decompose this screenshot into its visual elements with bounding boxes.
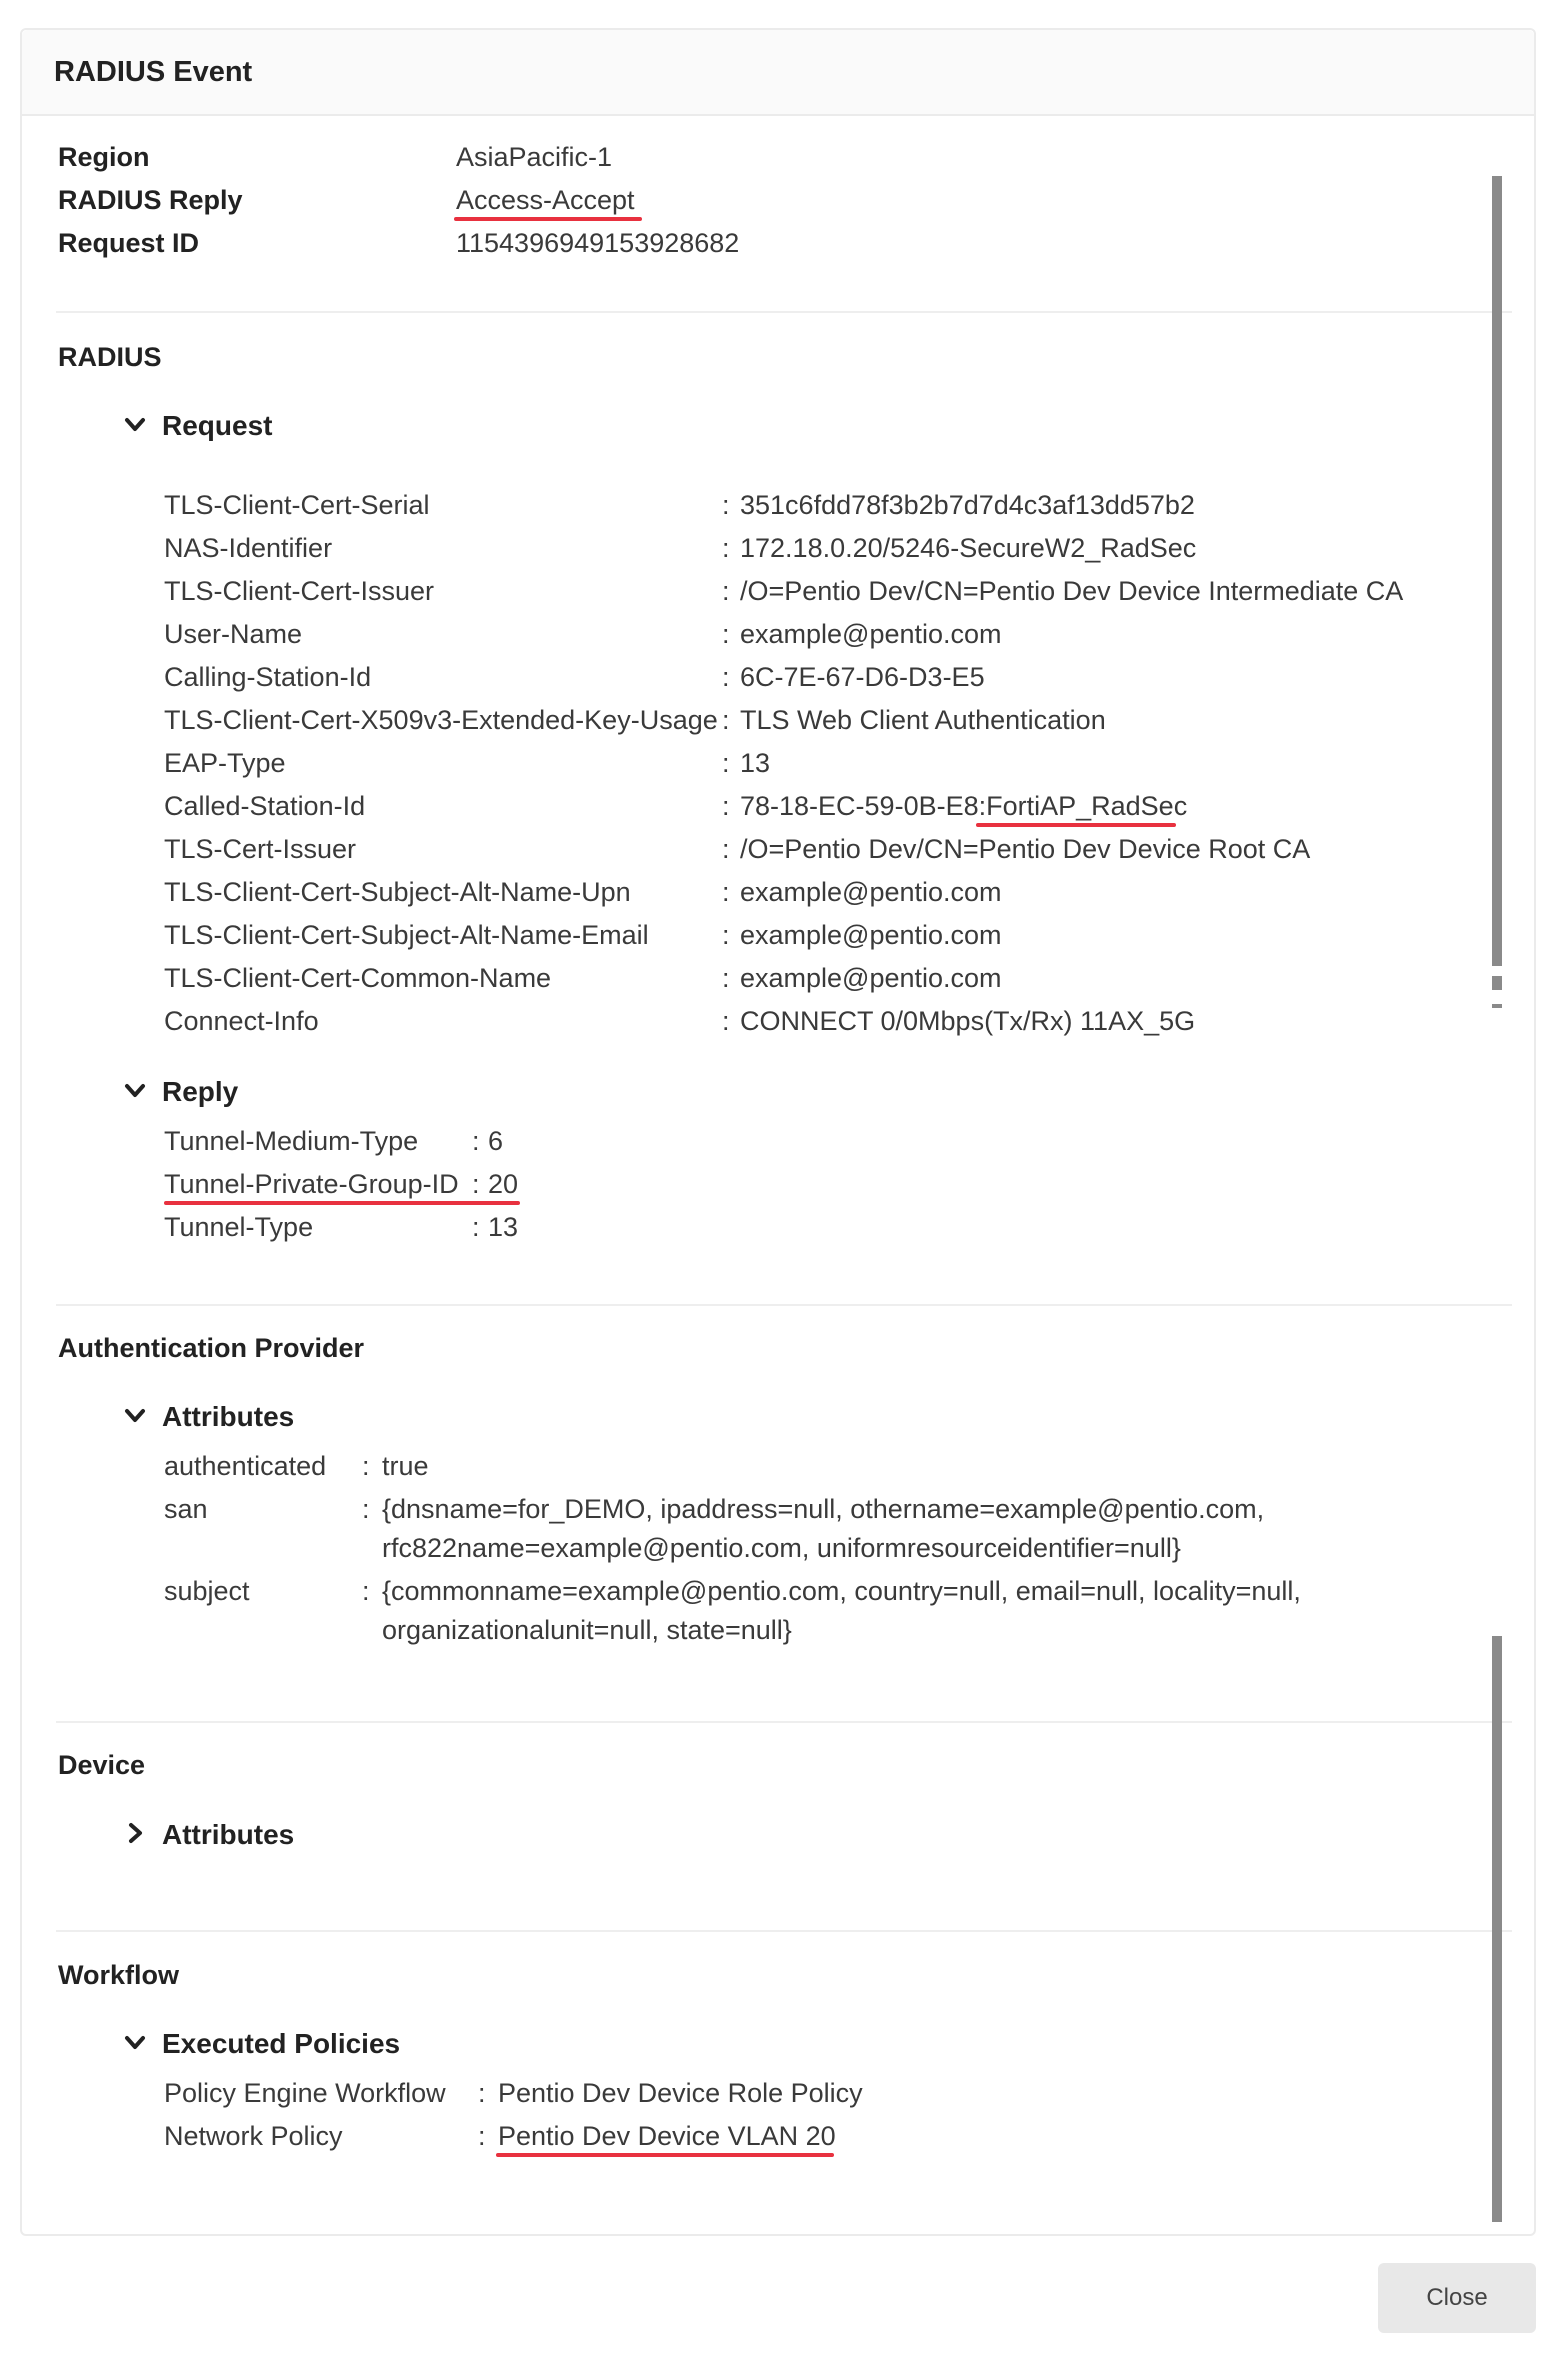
- divider: [56, 1721, 1512, 1723]
- request-key: EAP-Type: [164, 748, 286, 778]
- request-id-label: Request ID: [58, 228, 200, 258]
- auth-attr-value: true: [382, 1451, 429, 1481]
- request-separator: :: [722, 877, 730, 907]
- request-separator: :: [722, 619, 730, 649]
- modal-header: [22, 30, 1534, 116]
- divider: [56, 311, 1512, 313]
- device-section-title: Device: [58, 1750, 146, 1780]
- workflow-section-title: Workflow: [58, 1960, 179, 1990]
- highlight-underline: [164, 1201, 520, 1205]
- auth-attr-separator: :: [362, 1494, 370, 1524]
- request-separator: :: [722, 791, 730, 821]
- request-key: Calling-Station-Id: [164, 662, 372, 692]
- request-separator: :: [722, 834, 730, 864]
- modal-body[interactable]: [22, 116, 1534, 2234]
- reply-key: Tunnel-Medium-Type: [164, 1126, 419, 1156]
- chevron-down-icon[interactable]: [124, 1405, 146, 1427]
- scrollbar-thumb[interactable]: [1492, 176, 1502, 966]
- request-key: TLS-Client-Cert-Subject-Alt-Name-Upn: [164, 877, 631, 907]
- request-key: TLS-Client-Cert-Serial: [164, 490, 430, 520]
- request-key: TLS-Client-Cert-Issuer: [164, 576, 435, 606]
- radius-section-title: RADIUS: [58, 342, 162, 372]
- auth-attr-value: {dnsname=for_DEMO, ipaddress=null, othername=example@pentio.com, rfc822name=example@pentio.com, uniformresourceidentifier=null}: [382, 1494, 1265, 1563]
- scrollbar-marker: [1492, 976, 1502, 990]
- request-separator: :: [722, 705, 730, 735]
- reply-separator: :: [472, 1126, 480, 1156]
- request-value: CONNECT 0/0Mbps(Tx/Rx) 11AX_5G: [740, 1006, 1196, 1036]
- highlight-underline: [976, 823, 1176, 827]
- radius-event-modal: [20, 28, 1536, 2236]
- policy-key: Policy Engine Workflow: [164, 2078, 446, 2108]
- request-value: example@pentio.com: [740, 963, 1002, 993]
- executed-policies-toggle[interactable]: Executed Policies: [162, 2028, 401, 2059]
- auth-attr-key: san: [164, 1494, 208, 1524]
- request-value: 172.18.0.20/5246-SecureW2_RadSec: [740, 533, 1197, 563]
- policy-value: Pentio Dev Device Role Policy: [498, 2078, 863, 2108]
- request-key: TLS-Client-Cert-Common-Name: [164, 963, 552, 993]
- region-label: Region: [58, 142, 150, 172]
- radius-reply-label: RADIUS Reply: [58, 185, 243, 215]
- modal-title: RADIUS Event: [54, 55, 253, 88]
- request-value: 13: [740, 748, 771, 778]
- reply-value: 13: [488, 1212, 519, 1242]
- scrollbar-marker: [1492, 1004, 1502, 1008]
- auth-attr-key: authenticated: [164, 1451, 327, 1481]
- highlight-underline: [454, 217, 642, 221]
- policy-separator: :: [478, 2078, 486, 2108]
- policy-value: Pentio Dev Device VLAN 20: [498, 2121, 836, 2151]
- region-value: AsiaPacific-1: [456, 142, 613, 172]
- reply-separator: :: [472, 1212, 480, 1242]
- request-separator: :: [722, 662, 730, 692]
- request-separator: :: [722, 963, 730, 993]
- request-value: example@pentio.com: [740, 619, 1002, 649]
- chevron-down-icon[interactable]: [124, 2032, 146, 2054]
- chevron-down-icon[interactable]: [124, 1080, 146, 1102]
- close-button[interactable]: Close: [1378, 2263, 1536, 2333]
- reply-separator: :: [472, 1169, 480, 1199]
- request-separator: :: [722, 920, 730, 950]
- reply-value: 6: [488, 1126, 504, 1156]
- reply-key: Tunnel-Type: [164, 1212, 314, 1242]
- auth-attr-separator: :: [362, 1576, 370, 1606]
- request-value: TLS Web Client Authentication: [740, 705, 1106, 735]
- divider: [56, 1930, 1512, 1932]
- request-value: 351c6fdd78f3b2b7d7d4c3af13dd57b2: [740, 490, 1195, 520]
- request-value: /O=Pentio Dev/CN=Pentio Dev Device Intermediate CA: [740, 576, 1404, 606]
- request-separator: :: [722, 533, 730, 563]
- auth-attr-value: {commonname=example@pentio.com, country=null, email=null, locality=null, organizationalunit=null, state=null}: [382, 1576, 1301, 1645]
- request-key: Connect-Info: [164, 1006, 319, 1036]
- request-value: example@pentio.com: [740, 877, 1002, 907]
- request-key: Called-Station-Id: [164, 791, 366, 821]
- reply-key: Tunnel-Private-Group-ID: [164, 1169, 459, 1199]
- policy-key: Network Policy: [164, 2121, 343, 2151]
- request-subsection-toggle[interactable]: Request: [162, 410, 273, 441]
- request-key: NAS-Identifier: [164, 533, 333, 563]
- request-value: example@pentio.com: [740, 920, 1002, 950]
- request-value: /O=Pentio Dev/CN=Pentio Dev Device Root CA: [740, 834, 1311, 864]
- auth-attr-separator: :: [362, 1451, 370, 1481]
- reply-value: 20: [488, 1169, 519, 1199]
- request-separator: :: [722, 748, 730, 778]
- highlight-underline: [496, 2153, 834, 2157]
- request-key: TLS-Cert-Issuer: [164, 834, 357, 864]
- request-separator: :: [722, 576, 730, 606]
- auth-attr-key: subject: [164, 1576, 250, 1606]
- scrollbar-thumb[interactable]: [1492, 1636, 1502, 2222]
- request-separator: :: [722, 1006, 730, 1036]
- policy-separator: :: [478, 2121, 486, 2151]
- auth-attributes-toggle[interactable]: Attributes: [162, 1401, 295, 1432]
- auth-provider-section-title: Authentication Provider: [58, 1333, 365, 1363]
- chevron-down-icon[interactable]: [124, 414, 146, 436]
- request-value: 78-18-EC-59-0B-E8:FortiAP_RadSec: [740, 791, 1188, 821]
- request-key: TLS-Client-Cert-Subject-Alt-Name-Email: [164, 920, 649, 950]
- radius-reply-value: Access-Accept: [456, 185, 635, 215]
- device-attributes-toggle[interactable]: Attributes: [162, 1819, 295, 1850]
- divider: [56, 1304, 1512, 1306]
- request-separator: :: [722, 490, 730, 520]
- reply-subsection-toggle[interactable]: Reply: [162, 1076, 239, 1107]
- request-id-value: 1154396949153928682: [456, 228, 740, 258]
- request-key: TLS-Client-Cert-X509v3-Extended-Key-Usage: [164, 705, 718, 735]
- request-key: User-Name: [164, 619, 303, 649]
- request-value: 6C-7E-67-D6-D3-E5: [740, 662, 985, 692]
- chevron-right-icon[interactable]: [124, 1822, 146, 1844]
